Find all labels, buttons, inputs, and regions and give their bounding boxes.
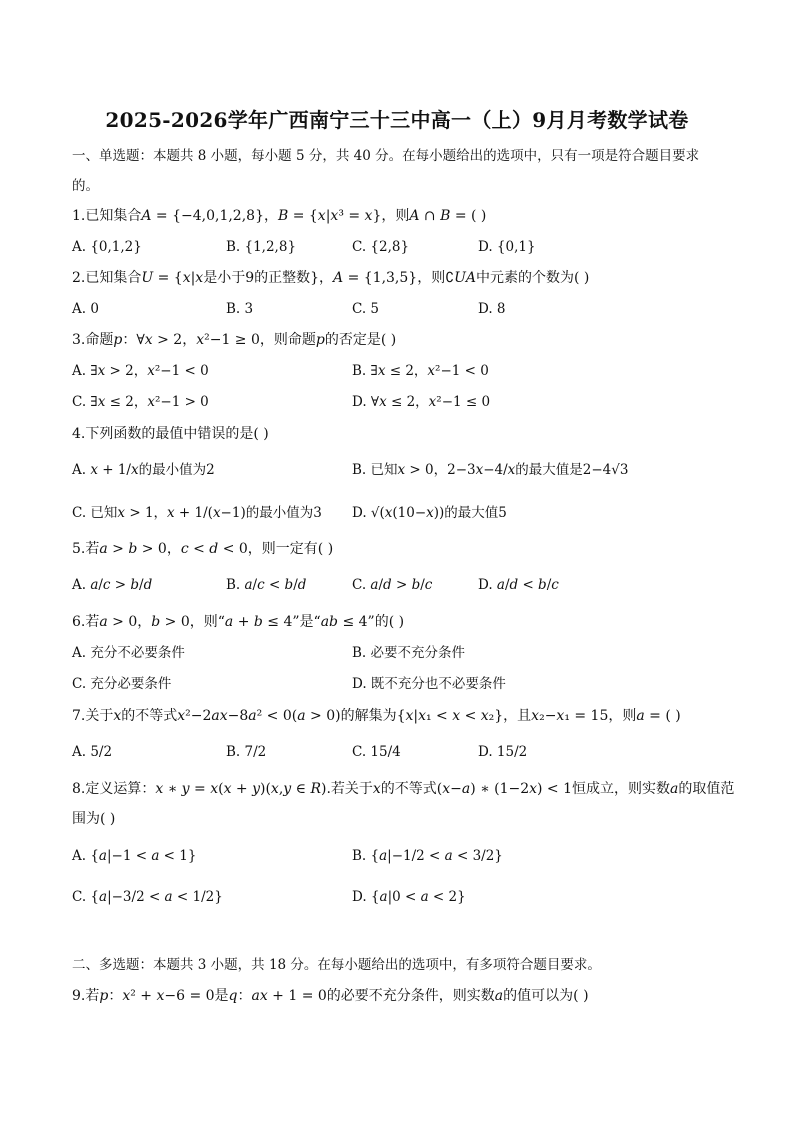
question-1: 1.已知集合𝐴 = {−4,0,1,2,8}，𝐵 = {𝑥|𝑥³ = 𝑥}，则𝐴 ∩ 𝐵 = ( ): [72, 208, 487, 224]
q8-option-c: C. {𝑎|−3/2 < 𝑎 < 1/2}: [72, 889, 223, 905]
q2-option-d: D. 8: [478, 301, 506, 317]
q3-option-a: A. ∃𝑥 > 2，𝑥²−1 < 0: [72, 363, 209, 379]
section1-heading: 一、单选题：本题共 8 小题，每小题 5 分，共 40 分。在每小题给出的选项中，只有一项是符合题目要求: [72, 148, 700, 164]
q3-option-b: B. ∃𝑥 ≤ 2，𝑥²−1 < 0: [352, 363, 489, 379]
question-4: 4.下列函数的最值中错误的是( ): [72, 426, 269, 442]
q7-option-c: C. 15/4: [352, 744, 401, 760]
q6-option-a: A. 充分不必要条件: [72, 645, 185, 661]
q2-option-c: C. 5: [352, 301, 380, 317]
question-6: 6.若𝑎 > 0，𝑏 > 0，则“𝑎 + 𝑏 ≤ 4”是“𝑎𝑏 ≤ 4”的( ): [72, 614, 405, 630]
q3-option-c: C. ∃𝑥 ≤ 2，𝑥²−1 > 0: [72, 394, 209, 410]
q4-option-a: A. 𝑥 + 1/𝑥的最小值为2: [72, 462, 215, 478]
q8-option-d: D. {𝑎|0 < 𝑎 < 2}: [352, 889, 466, 905]
q1-option-b: B. {1,2,8}: [226, 239, 297, 255]
question-8: 8.定义运算：𝑥 ∗ 𝑦 = 𝑥(𝑥 + 𝑦)(𝑥,𝑦 ∈ 𝑅).若关于𝑥的不等式(𝑥−𝑎) ∗ (1−2𝑥) < 1恒成立，则实数𝑎的取值范: [72, 781, 735, 797]
q1-option-c: C. {2,8}: [352, 239, 410, 255]
q5-option-d: D. 𝑎/𝑑 < 𝑏/𝑐: [478, 577, 559, 593]
question-8-cont: 围为( ): [72, 811, 116, 827]
q5-option-c: C. 𝑎/𝑑 > 𝑏/𝑐: [352, 577, 433, 593]
q7-option-b: B. 7/2: [226, 744, 267, 760]
q2-option-a: A. 0: [72, 301, 99, 317]
q8-option-b: B. {𝑎|−1/2 < 𝑎 < 3/2}: [352, 848, 503, 864]
q5-option-a: A. 𝑎/𝑐 > 𝑏/𝑑: [72, 577, 153, 593]
question-7: 7.关于𝑥的不等式𝑥²−2𝑎𝑥−8𝑎² < 0(𝑎 > 0)的解集为{𝑥|𝑥₁ < 𝑥 < 𝑥₂}，且𝑥₂−𝑥₁ = 15，则𝑎 = ( ): [72, 708, 681, 724]
q7-option-a: A. 5/2: [72, 744, 113, 760]
q6-option-b: B. 必要不充分条件: [352, 645, 466, 661]
q4-option-b: B. 已知𝑥 > 0，2−3𝑥−4/𝑥的最大值是2−4√3: [352, 462, 629, 478]
q6-option-d: D. 既不充分也不必要条件: [352, 676, 506, 692]
q3-option-d: D. ∀𝑥 ≤ 2，𝑥²−1 ≤ 0: [352, 394, 491, 410]
q7-option-d: D. 15/2: [478, 744, 528, 760]
q1-option-a: A. {0,1,2}: [72, 239, 142, 255]
q5-option-b: B. 𝑎/𝑐 < 𝑏/𝑑: [226, 577, 307, 593]
question-9: 9.若𝑝：𝑥² + 𝑥−6 = 0是𝑞：𝑎𝑥 + 1 = 0的必要不充分条件，则实数𝑎的值可以为( ): [72, 988, 589, 1004]
q2-option-b: B. 3: [226, 301, 254, 317]
question-2: 2.已知集合𝑈 = {𝑥|𝑥是小于9的正整数}，𝐴 = {1,3,5}，则∁𝑈𝐴中元素的个数为( ): [72, 270, 590, 286]
q4-option-d: D. √(𝑥(10−𝑥))的最大值5: [352, 505, 507, 521]
q4-option-c: C. 已知𝑥 > 1，𝑥 + 1/(𝑥−1)的最小值为3: [72, 505, 322, 521]
section1-heading-cont: 的。: [72, 178, 99, 194]
question-5: 5.若𝑎 > 𝑏 > 0，𝑐 < 𝑑 < 0，则一定有( ): [72, 541, 334, 557]
q8-option-a: A. {𝑎|−1 < 𝑎 < 1}: [72, 848, 197, 864]
section2-heading: 二、多选题：本题共 3 小题，共 18 分。在每小题给出的选项中，有多项符合题目要求。: [72, 957, 601, 973]
exam-title: 2025-2026学年广西南宁三十三中高一（上）9月月考数学试卷: [105, 108, 689, 132]
question-3: 3.命题𝑝：∀𝑥 > 2，𝑥²−1 ≥ 0，则命题𝑝的否定是( ): [72, 332, 397, 348]
q6-option-c: C. 充分必要条件: [72, 676, 172, 692]
q1-option-d: D. {0,1}: [478, 239, 536, 255]
